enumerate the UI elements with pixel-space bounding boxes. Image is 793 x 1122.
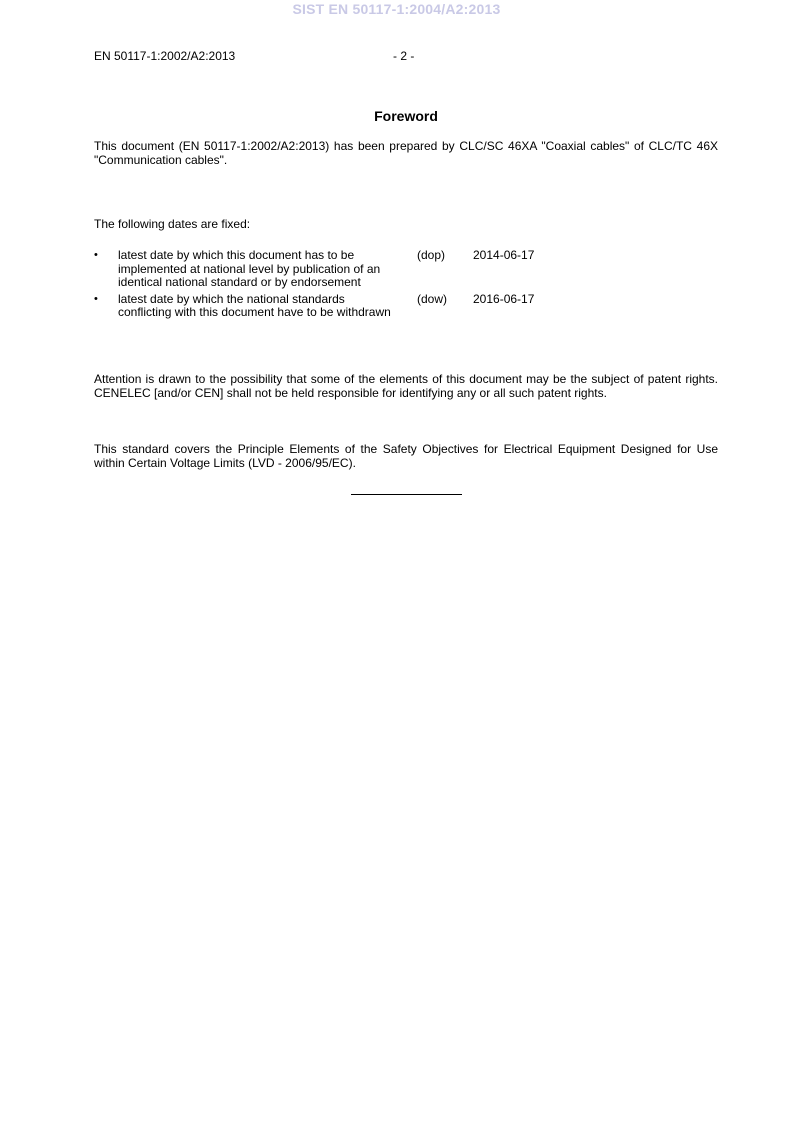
bullet-icon: • (94, 292, 98, 305)
dates-intro-paragraph: The following dates are fixed: (94, 217, 251, 231)
list-item (94, 293, 734, 320)
intro-paragraph: This document (EN 50117-1:2002/A2:2013) has been prepared by CLC/SC 46XA "Coaxial cables" of CLC/TC 46X "Communication cables". (94, 139, 718, 167)
bullet-icon: • (94, 249, 98, 261)
header-page-number: - 2 - (393, 49, 415, 63)
date-value: 2014-06-17 (473, 248, 535, 262)
date-code: (dow) (417, 291, 448, 306)
date-description: latest date by which this document has to be implemented at national level by publication of an identical national standard or by endorsement (118, 248, 381, 289)
header-document-id: EN 50117-1:2002/A2:2013 (94, 49, 236, 63)
dates-list (94, 249, 734, 323)
page-title: Foreword (374, 108, 438, 124)
standard-paragraph: This standard covers the Principle Elements of the Safety Objectives for Electrical Equipment Designed for Use within Certain Voltage Limits (LVD - 2006/95/EC). (94, 442, 718, 470)
list-item (94, 249, 734, 290)
date-description: latest date by which the national standards conflicting with this document have to be withdrawn (118, 291, 391, 319)
date-value: 2016-06-17 (473, 291, 535, 306)
patent-paragraph: Attention is drawn to the possibility that some of the elements of this document may be the subject of patent rights. CENELEC [and/or CEN] shall not be held responsible for identifying any or all such patent rights. (94, 372, 718, 400)
date-code: (dop) (417, 248, 446, 262)
watermark: SIST EN 50117-1:2004/A2:2013 (292, 1, 501, 17)
end-divider (351, 494, 462, 495)
